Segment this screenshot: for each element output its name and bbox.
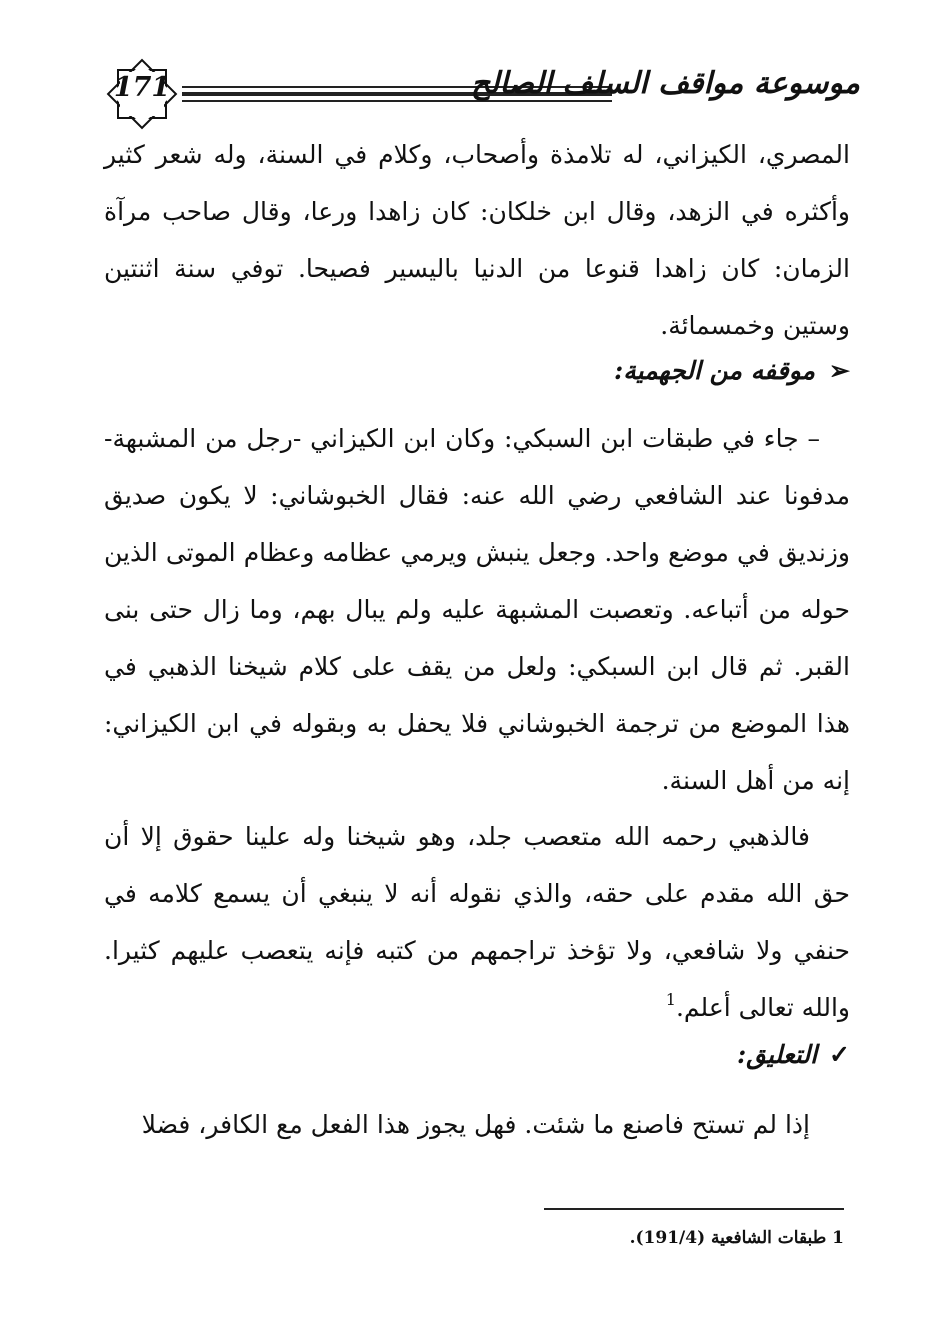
footnote-text: طبقات الشافعية (191/4).: [629, 1228, 827, 1248]
arrow-bullet-icon: ➢: [829, 356, 850, 385]
section-heading-jahmiyya: [614, 356, 850, 385]
commentary-heading-text: التعليق:: [736, 1040, 818, 1069]
page-header: [100, 52, 860, 132]
section-heading-text: موقفه من الجهمية:: [614, 356, 816, 385]
paragraph-4: إذا لم تستح فاصنع ما شئت. فهل يجوز هذا الفعل مع الكافر، فضلا: [141, 1110, 810, 1139]
section-heading-commentary: [737, 1040, 850, 1069]
footnote: [630, 1228, 844, 1248]
paragraph-2: – جاء في طبقات ابن السبكي: وكان ابن الكيزاني -رجل من المشبهة- مدفونا عند الشافعي رضي الله عنه: فقال الخبوشاني: لا يكون صديق وزنديق في موضع واحد. وجعل ينبش ويرمي عظامه وعظام الموتى الذين حوله من أتباعه. وتعصبت المشبهة عليه ولم يبال بهم، وما زال حتى بنى القبر. ثم قال ابن السبكي: ولعل من يقف على كلام شيخنا الذهبي في هذا الموضع من ترجمة الخبوشاني فلا يحفل به وبقوله في ابن الكيزاني: إنه من أهل السنة.: [104, 424, 850, 795]
footnote-reference[interactable]: 1: [665, 990, 676, 1009]
paragraph-3-text: فالذهبي رحمه الله متعصب جلد، وهو شيخنا وله علينا حقوق إلا أن حق الله مقدم على حقه، والذي نقوله أنه لا ينبغي أن يسمع كلامه في حنفي ولا شافعي، ولا تؤخذ تراجمهم من كتبه فإنه يتعصب عليهم كثيرا. والله تعالى أعلم.: [104, 822, 850, 1022]
paragraph-3: [104, 808, 850, 1036]
footnote-number: 1: [832, 1228, 844, 1248]
page-number: 171: [113, 72, 171, 103]
footnote-separator: [544, 1208, 844, 1210]
checkmark-bullet-icon: ✓: [829, 1040, 850, 1069]
paragraph-1: المصري، الكيزاني، له تلامذة وأصحاب، وكلام في السنة، وله شعر كثير وأكثره في الزهد، وقال ابن خلكان: كان زاهدا ورعا، وقال صاحب مرآة الزمان: كان زاهدا قنوعا من الدنيا باليسير فصيحا. توفي سنة اثنتين وستين وخمسمائة.: [104, 140, 850, 340]
book-title: موسوعة مواقف السلف الصالح: [470, 66, 860, 101]
